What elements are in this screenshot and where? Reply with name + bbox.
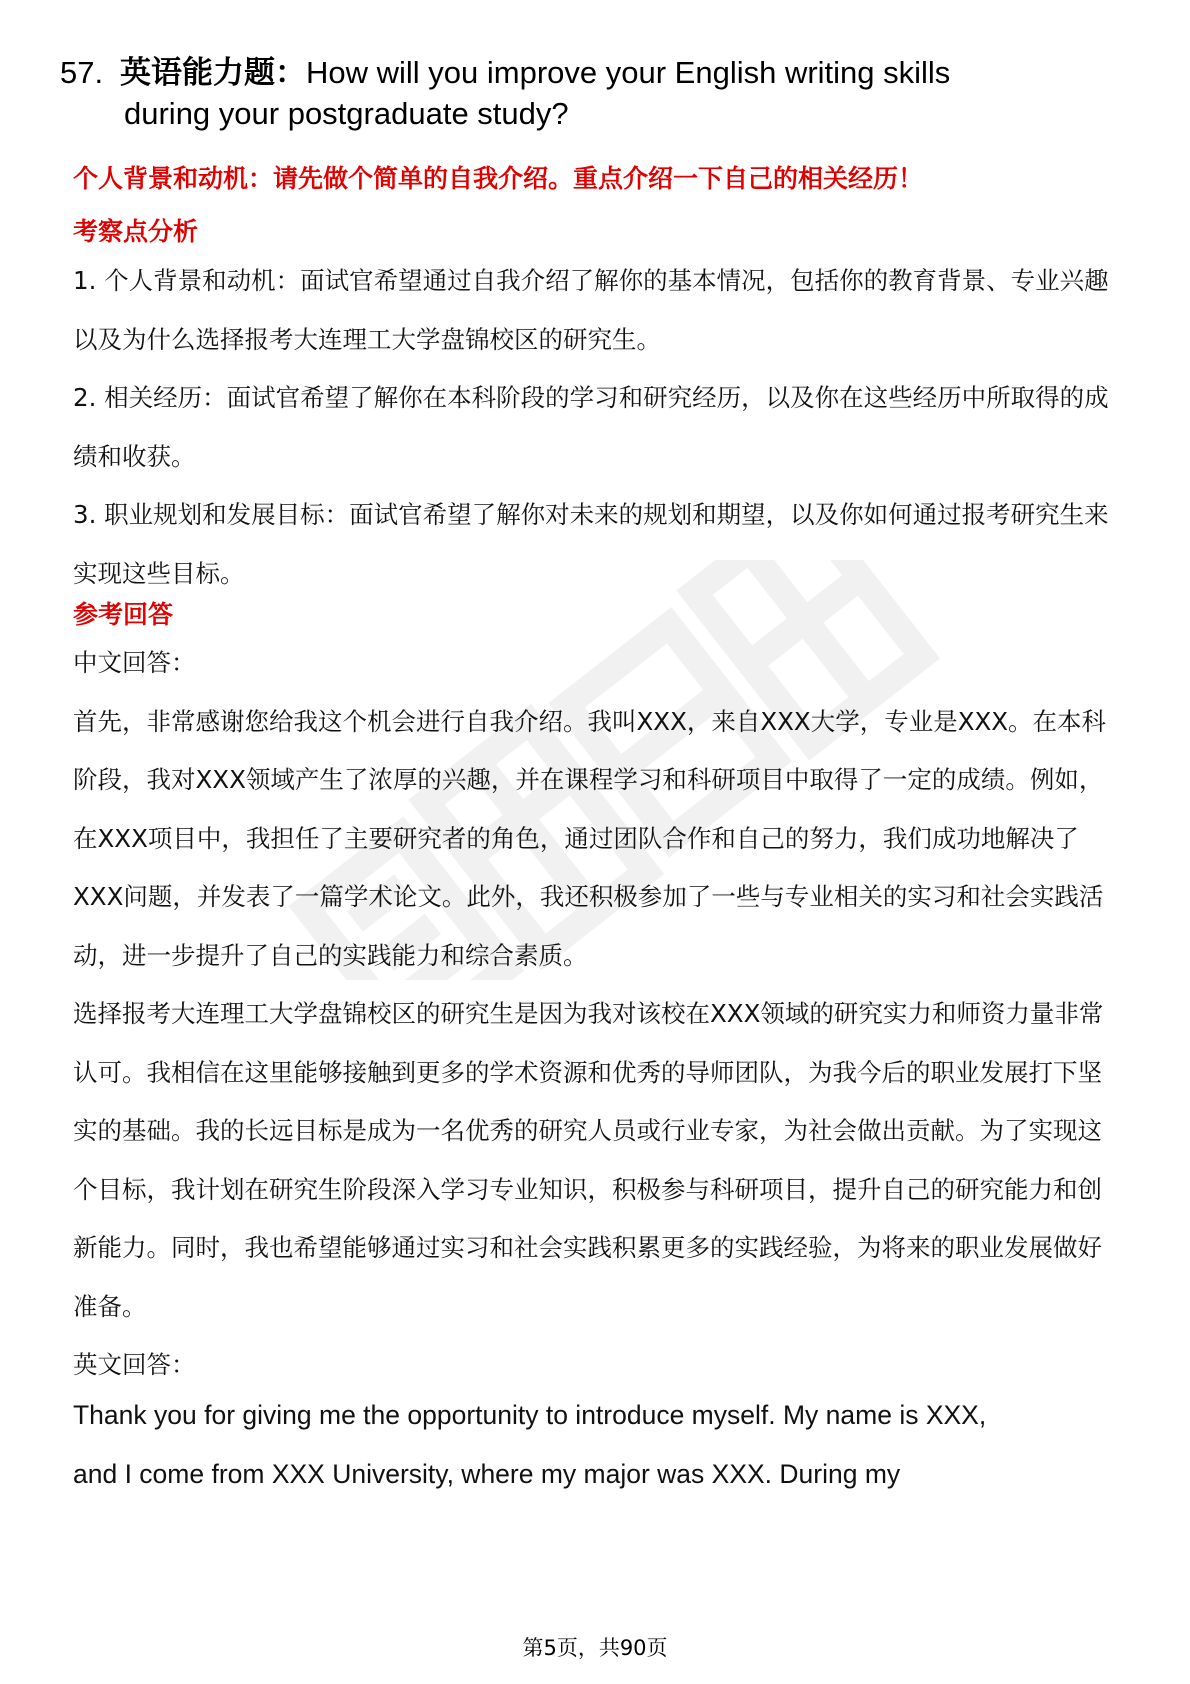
analysis-item-1: 1. 个人背景和动机：面试官希望通过自我介绍了解你的基本情况，包括你的教育背景、专业兴趣以及为什么选择报考大连理工大学盘锦校区的研究生。 bbox=[73, 266, 1109, 354]
chinese-answer-paragraph-1: 首先，非常感谢您给我这个机会进行自我介绍。我叫XXX，来自XXX大学，专业是XXX。在本科阶段，我对XXX领域产生了浓厚的兴趣，并在课程学习和科研项目中取得了一定的成绩。例如，在XXX项目中，我担任了主要研究者的角色，通过团队合作和自己的努力，我们成功地解决了XXX问题，并发表了一篇学术论文。此外，我还积极参加了一些与专业相关的实习和社会实践活动，进一步提升了自己的实践能力和综合素质。 bbox=[73, 706, 1107, 970]
analysis-list bbox=[73, 252, 1118, 603]
chinese-answer bbox=[73, 634, 1118, 1395]
analysis-heading: 考察点分析 bbox=[73, 217, 199, 246]
english-answer-line-2: and I come from XXX University, where my major was XXX. During my bbox=[73, 1458, 901, 1489]
question-number: 57. bbox=[60, 55, 104, 90]
chinese-answer-label: 中文回答： bbox=[73, 648, 196, 677]
page-footer: 第5页，共90页 bbox=[522, 1636, 668, 1660]
question-text-line2: during your postgraduate study? bbox=[124, 96, 569, 131]
english-answer-label: 英文回答： bbox=[73, 1350, 196, 1379]
analysis-item-2: 2. 相关经历：面试官希望了解你在本科阶段的学习和研究经历，以及你在这些经历中所取得的成绩和收获。 bbox=[73, 383, 1109, 471]
chinese-answer-paragraph-2: 选择报考大连理工大学盘锦校区的研究生是因为我对该校在XXX领域的研究实力和师资力量非常认可。我相信在这里能够接触到更多的学术资源和优秀的导师团队，为我今后的职业发展打下坚实的基础。我的长远目标是成为一名优秀的研究人员或行业专家，为社会做出贡献。为了实现这个目标，我计划在研究生阶段深入学习专业知识，积极参与科研项目，提升自己的研究能力和创新能力。同时，我也希望能够通过实习和社会实践积累更多的实践经验，为将来的职业发展做好准备。 bbox=[73, 999, 1104, 1321]
analysis-item-3: 3. 职业规划和发展目标：面试官希望了解你对未来的规划和期望，以及你如何通过报考研究生来实现这些目标。 bbox=[73, 500, 1109, 588]
english-answer bbox=[73, 1386, 1118, 1503]
reference-answer-heading: 参考回答 bbox=[73, 600, 174, 629]
background-motivation-heading: 个人背景和动机：请先做个简单的自我介绍。重点介绍一下自己的相关经历！ bbox=[73, 164, 924, 193]
english-answer-line-1: Thank you for giving me the opportunity to introduce myself. My name is XXX, bbox=[73, 1400, 987, 1430]
question-title bbox=[60, 52, 1070, 134]
question-tag: 英语能力题： bbox=[120, 55, 306, 90]
question-text-line1: How will you improve your English writing skills bbox=[306, 55, 951, 90]
